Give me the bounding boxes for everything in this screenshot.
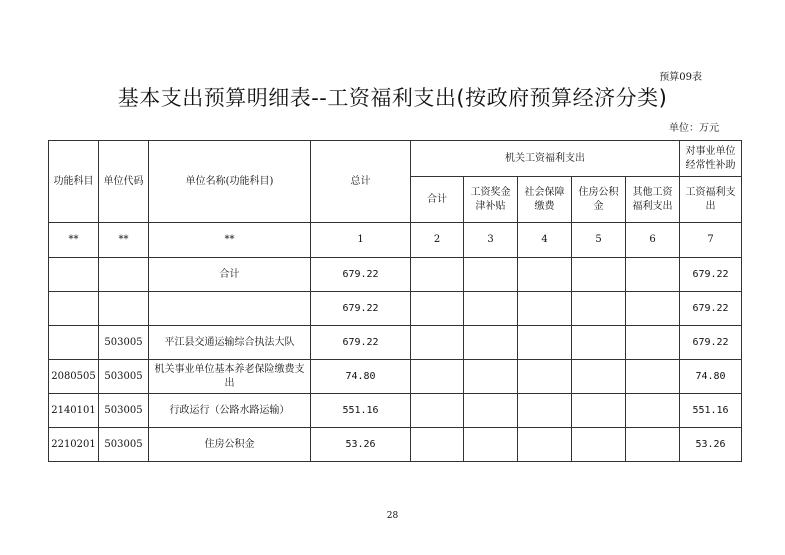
cell-subject: 2080505 bbox=[49, 360, 99, 394]
index-row bbox=[49, 223, 742, 258]
cell-empty bbox=[572, 428, 626, 462]
cell-total: 551.16 bbox=[311, 394, 411, 428]
cell-empty bbox=[626, 428, 680, 462]
cell-subject: 2210201 bbox=[49, 428, 99, 462]
cell-empty bbox=[411, 292, 464, 326]
cell-unit-name: 行政运行（公路水路运输） bbox=[149, 394, 311, 428]
cell-empty bbox=[464, 428, 518, 462]
table-row bbox=[49, 292, 742, 326]
cell-empty bbox=[572, 258, 626, 292]
table-row bbox=[49, 360, 742, 394]
cell-subject: 2140101 bbox=[49, 394, 99, 428]
cell-empty bbox=[464, 360, 518, 394]
cell-empty bbox=[572, 394, 626, 428]
table-code: 预算09表 bbox=[659, 72, 702, 83]
budget-table bbox=[48, 140, 742, 462]
cell-unit-name: 机关事业单位基本养老保险缴费支出 bbox=[149, 360, 311, 394]
cell-empty bbox=[411, 258, 464, 292]
cell-subject bbox=[49, 326, 99, 360]
cell-empty bbox=[464, 258, 518, 292]
index-cell: ** bbox=[49, 223, 99, 258]
cell-empty bbox=[411, 326, 464, 360]
cell-empty bbox=[518, 292, 572, 326]
table-row bbox=[49, 326, 742, 360]
cell-empty bbox=[464, 394, 518, 428]
cell-unit-name: 平江县交通运输综合执法大队 bbox=[149, 326, 311, 360]
cell-total: 679.22 bbox=[311, 326, 411, 360]
cell-unit-code: 503005 bbox=[99, 394, 149, 428]
table-row bbox=[49, 258, 742, 292]
cell-unit-name: 住房公积金 bbox=[149, 428, 311, 462]
header-sub-wage-welfare: 工资福利支出 bbox=[680, 177, 742, 223]
cell-unit-name: 合计 bbox=[149, 258, 311, 292]
cell-subject bbox=[49, 258, 99, 292]
cell-empty bbox=[411, 394, 464, 428]
cell-unit-code: 503005 bbox=[99, 360, 149, 394]
cell-total: 74.80 bbox=[311, 360, 411, 394]
cell-unit-code bbox=[99, 292, 149, 326]
cell-wage-welfare: 679.22 bbox=[680, 292, 742, 326]
cell-empty bbox=[572, 292, 626, 326]
cell-empty bbox=[626, 292, 680, 326]
cell-empty bbox=[464, 292, 518, 326]
cell-empty bbox=[518, 326, 572, 360]
cell-total: 679.22 bbox=[311, 258, 411, 292]
cell-empty bbox=[572, 326, 626, 360]
index-cell: 5 bbox=[572, 223, 626, 258]
cell-empty bbox=[464, 326, 518, 360]
cell-empty bbox=[411, 360, 464, 394]
cell-empty bbox=[626, 258, 680, 292]
page-number: 28 bbox=[386, 511, 399, 521]
cell-unit-code: 503005 bbox=[99, 428, 149, 462]
header-agency-wages: 机关工资福利支出 bbox=[411, 141, 680, 177]
table-row bbox=[49, 428, 742, 462]
cell-unit-code bbox=[99, 258, 149, 292]
cell-empty bbox=[518, 258, 572, 292]
header-row-1 bbox=[49, 141, 742, 177]
header-total: 总计 bbox=[311, 141, 411, 223]
cell-total: 53.26 bbox=[311, 428, 411, 462]
header-sub-social-security: 社会保障缴费 bbox=[518, 177, 572, 223]
cell-subject bbox=[49, 292, 99, 326]
index-cell: 3 bbox=[464, 223, 518, 258]
header-subsidy: 对事业单位经常性补助 bbox=[680, 141, 742, 177]
cell-empty bbox=[518, 394, 572, 428]
cell-empty bbox=[411, 428, 464, 462]
unit-label: 单位：万元 bbox=[669, 123, 719, 134]
index-cell: ** bbox=[99, 223, 149, 258]
index-cell: ** bbox=[149, 223, 311, 258]
index-cell: 2 bbox=[411, 223, 464, 258]
cell-total: 679.22 bbox=[311, 292, 411, 326]
cell-wage-welfare: 679.22 bbox=[680, 258, 742, 292]
header-sub-total: 合计 bbox=[411, 177, 464, 223]
table-row bbox=[49, 394, 742, 428]
cell-unit-code: 503005 bbox=[99, 326, 149, 360]
page-title: 基本支出预算明细表--工资福利支出(按政府预算经济分类) bbox=[117, 86, 668, 110]
cell-wage-welfare: 53.26 bbox=[680, 428, 742, 462]
cell-wage-welfare: 679.22 bbox=[680, 326, 742, 360]
cell-wage-welfare: 551.16 bbox=[680, 394, 742, 428]
header-sub-wages-bonus: 工资奖金津补贴 bbox=[464, 177, 518, 223]
cell-empty bbox=[626, 394, 680, 428]
header-unit-name: 单位名称(功能科目) bbox=[149, 141, 311, 223]
cell-wage-welfare: 74.80 bbox=[680, 360, 742, 394]
header-subject: 功能科目 bbox=[49, 141, 99, 223]
cell-unit-name bbox=[149, 292, 311, 326]
index-cell: 4 bbox=[518, 223, 572, 258]
header-sub-other: 其他工资福利支出 bbox=[626, 177, 680, 223]
index-cell: 1 bbox=[311, 223, 411, 258]
cell-empty bbox=[626, 326, 680, 360]
cell-empty bbox=[572, 360, 626, 394]
header-unit-code: 单位代码 bbox=[99, 141, 149, 223]
cell-empty bbox=[626, 360, 680, 394]
index-cell: 6 bbox=[626, 223, 680, 258]
cell-empty bbox=[518, 428, 572, 462]
header-sub-housing-fund: 住房公积金 bbox=[572, 177, 626, 223]
index-cell: 7 bbox=[680, 223, 742, 258]
cell-empty bbox=[518, 360, 572, 394]
